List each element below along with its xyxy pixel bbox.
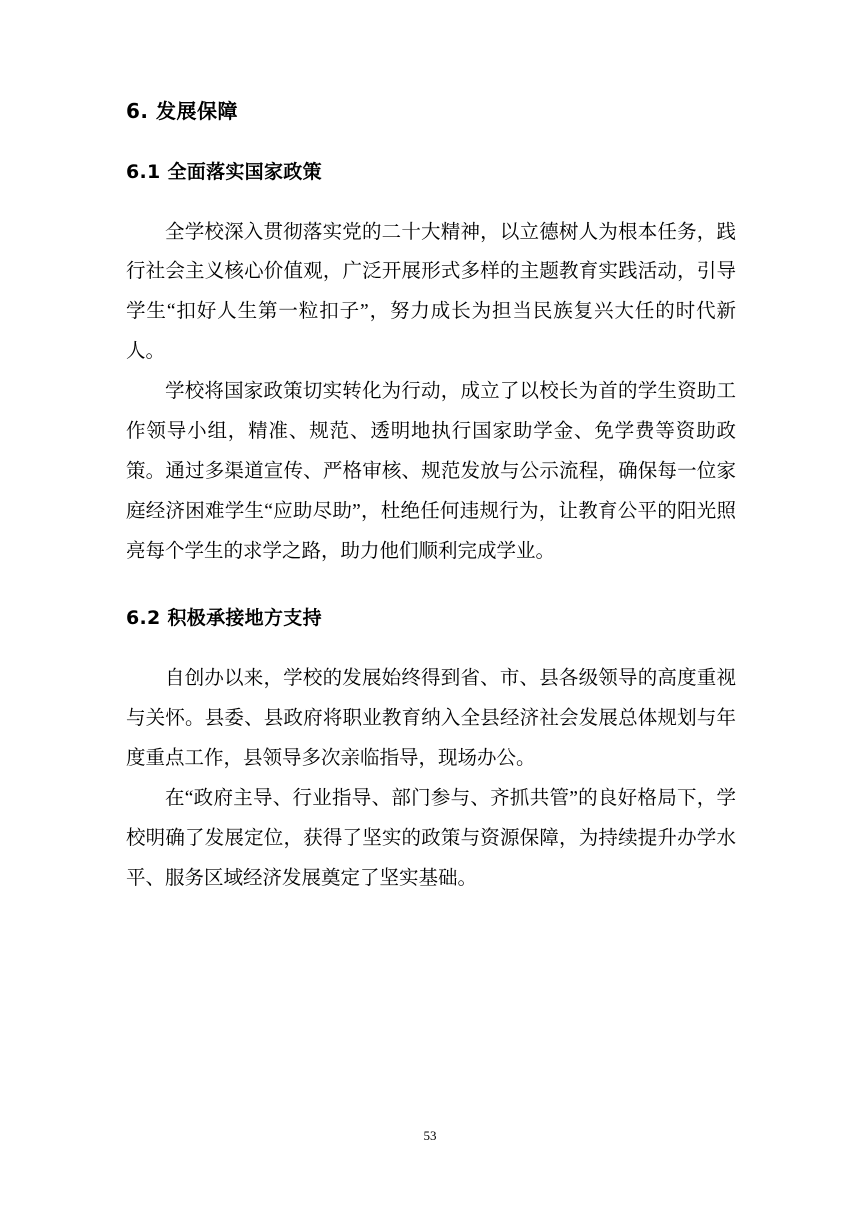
- spacer: [126, 126, 736, 158]
- subsection-heading-6-1: 6.1 全面落实国家政策: [126, 161, 322, 183]
- page-content: [126, 96, 736, 899]
- section-heading-6: 6. 发展保障: [126, 99, 238, 123]
- spacer: [126, 187, 736, 213]
- subsection-heading-6-2: 6.2 积极承接地方支持: [126, 607, 322, 630]
- paragraph: 在“政府主导、行业指导、部门参与、齐抓共管”的良好格局下，学校明确了发展定位，获得了坚实的政策与资源保障，为持续提升办学水平、服务区域经济发展奠定了坚实基础。: [126, 787, 736, 889]
- page-number: 53: [423, 1128, 437, 1143]
- spacer: [126, 633, 736, 659]
- spacer: [126, 572, 736, 604]
- paragraph: 全学校深入贯彻落实党的二十大精神，以立德树人为根本任务，践行社会主义核心价值观，广泛开展形式多样的主题教育实践活动，引导学生“扣好人生第一粒扣子”，努力成长为担当民族复兴大任的时代新人。: [126, 221, 736, 363]
- paragraph: 自创办以来，学校的发展始终得到省、市、县各级领导的高度重视与关怀。县委、县政府将职业教育纳入全县经济社会发展总体规划与年度重点工作，县领导多次亲临指导，现场办公。: [126, 667, 736, 769]
- paragraph: 学校将国家政策切实转化为行动，成立了以校长为首的学生资助工作领导小组，精准、规范、透明地执行国家助学金、免学费等资助政策。通过多渠道宣传、严格审核、规范发放与公示流程，确保每一位家庭经济困难学生“应助尽助”，杜绝任何违规行为，让教育公平的阳光照亮每个学生的求学之路，助力他们顺利完成学业。: [126, 381, 736, 563]
